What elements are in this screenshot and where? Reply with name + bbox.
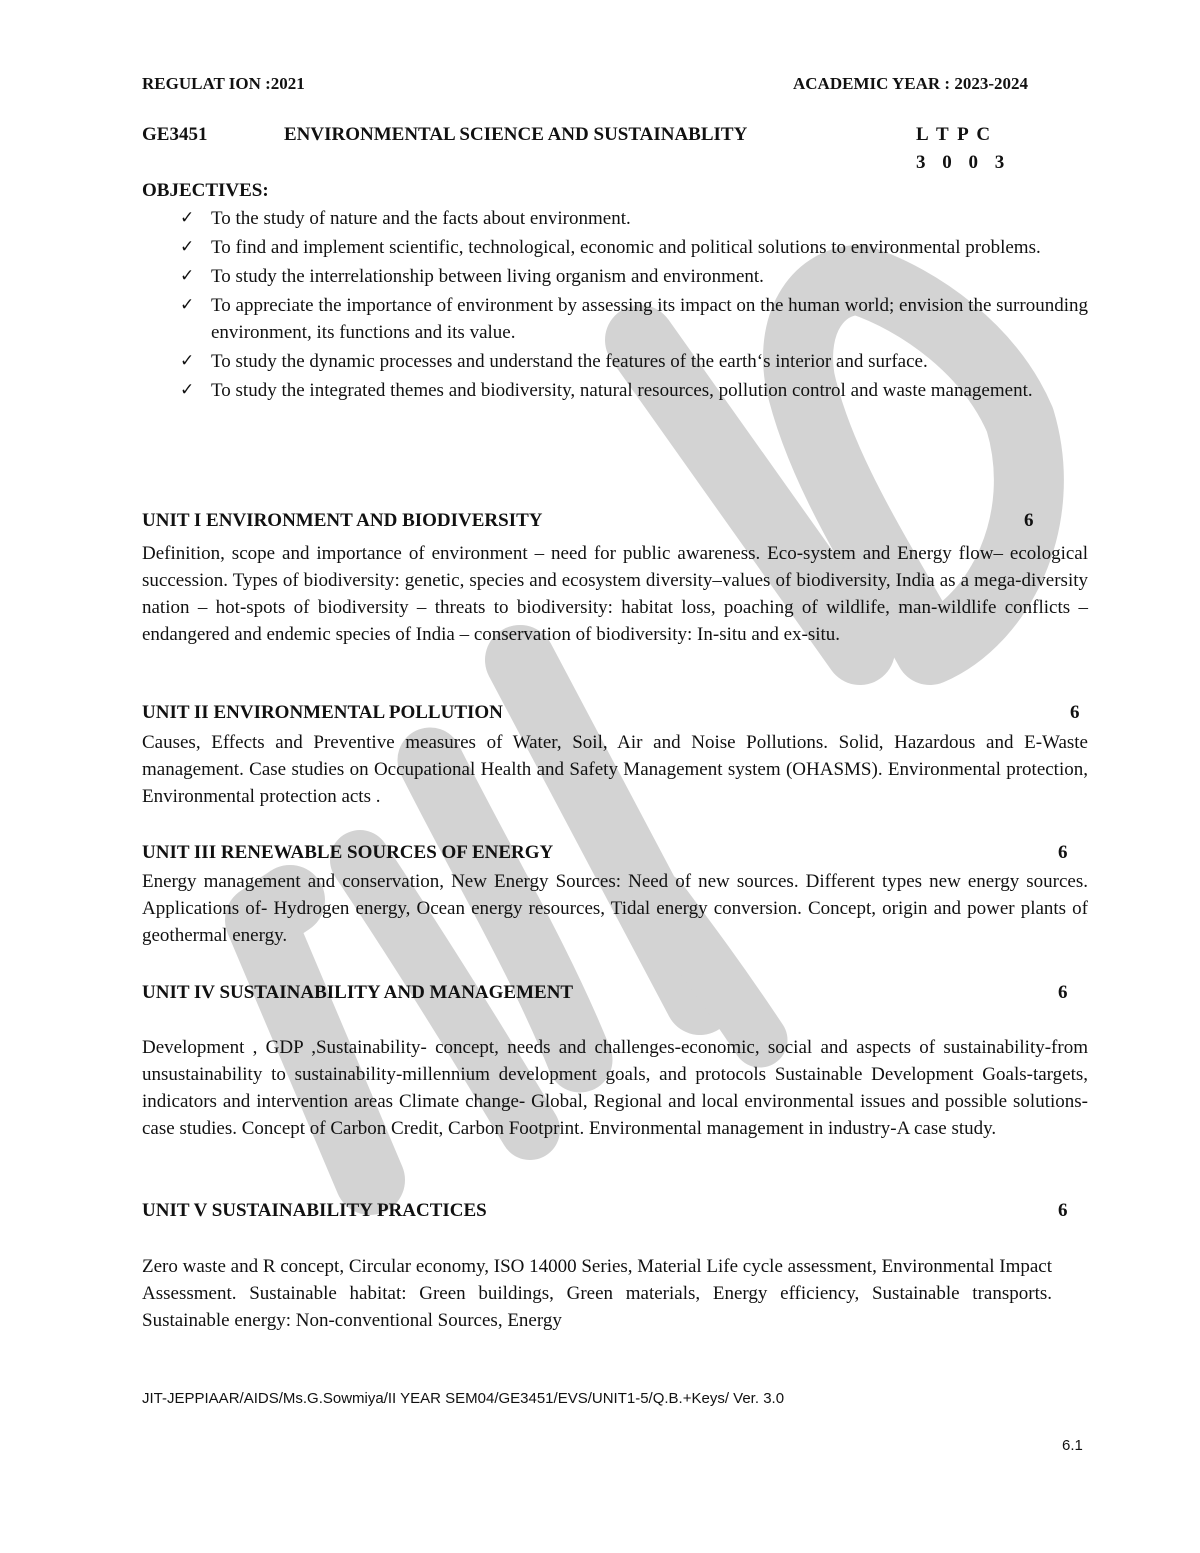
unit-5-heading xyxy=(142,1200,1088,1222)
unit-4-heading xyxy=(142,982,1088,1004)
objective-item: ✓ To study the interrelationship between living organism and environment. xyxy=(142,263,1088,290)
objectives-title: OBJECTIVES: xyxy=(142,180,269,201)
checkmark-icon: ✓ xyxy=(180,266,195,286)
unit-title: UNIT III RENEWABLE SOURCES OF ENERGY xyxy=(142,842,554,863)
academic-year-label: ACADEMIC YEAR : 2023-2024 xyxy=(793,74,1028,93)
unit-1-heading xyxy=(142,510,1088,532)
unit-hours: 6 xyxy=(1070,702,1080,723)
unit-title: UNIT I ENVIRONMENT AND BIODIVERSITY xyxy=(142,510,543,531)
unit-3-heading xyxy=(142,842,1088,864)
page-number: 6.1 xyxy=(1062,1437,1083,1454)
unit-4-body: Development , GDP ,Sustainability- concept, needs and challenges-economic, social and aspects of sustainability-from unsustainability to sustainability-millennium development goals, and protocols Sustainable Development Goals-targets, indicators and intervention areas Climate change- Global, Regional and local environmental issues and possible solutions-case studies. Concept of Carbon Credit, Carbon Footprint. Environmental management in industry-A case study. xyxy=(142,1037,1088,1139)
objective-item: ✓ To appreciate the importance of environment by assessing its impact on the human world; envision the surrounding environment, its functions and its value. xyxy=(142,292,1088,346)
unit-hours: 6 xyxy=(1058,1200,1068,1221)
objective-item: ✓ To find and implement scientific, technological, economic and political solutions to environmental problems. xyxy=(142,234,1088,261)
unit-hours: 6 xyxy=(1058,842,1068,863)
course-title: ENVIRONMENTAL SCIENCE AND SUSTAINABLITY xyxy=(284,124,748,145)
course-code: GE3451 xyxy=(142,124,208,145)
unit-2-body: Causes, Effects and Preventive measures of Water, Soil, Air and Noise Pollutions. Solid, Hazardous and E-Waste management. Case studies on Occupational Health and Safety Management system (OHASMS). Environmental protection, Environmental protection acts . xyxy=(142,732,1088,807)
checkmark-icon: ✓ xyxy=(180,295,195,315)
objective-item: ✓ To the study of nature and the facts about environment. xyxy=(142,205,1088,232)
unit-2-heading xyxy=(142,702,1088,724)
objective-item: ✓ To study the dynamic processes and understand the features of the earth‘s interior and surface. xyxy=(142,348,1088,375)
unit-title: UNIT IV SUSTAINABILITY AND MANAGEMENT xyxy=(142,982,574,1003)
objectives-list xyxy=(142,205,1088,406)
unit-title: UNIT II ENVIRONMENTAL POLLUTION xyxy=(142,702,503,723)
checkmark-icon: ✓ xyxy=(180,208,195,228)
checkmark-icon: ✓ xyxy=(180,380,195,400)
objective-item: ✓ To study the integrated themes and biodiversity, natural resources, pollution control and waste management. xyxy=(142,377,1088,404)
unit-hours: 6 xyxy=(1024,510,1034,531)
unit-hours: 6 xyxy=(1058,982,1068,1003)
checkmark-icon: ✓ xyxy=(180,237,195,257)
ltpc-label: L T P C xyxy=(916,124,993,145)
footer-document-path: JIT-JEPPIAAR/AIDS/Ms.G.Sowmiya/II YEAR SEM04/GE3451/EVS/UNIT1-5/Q.B.+Keys/ Ver. 3.0 xyxy=(142,1390,785,1407)
unit-5-body: Zero waste and R concept, Circular economy, ISO 14000 Series, Material Life cycle assessment, Environmental Impact Assessment. Sustainable habitat: Green buildings, Green materials, Energy efficiency, Sustainable transports. Sustainable energy: Non-conventional Sources, Energy xyxy=(142,1256,1052,1331)
regulation-label: REGULAT ION :2021 xyxy=(142,74,305,93)
checkmark-icon: ✓ xyxy=(180,351,195,371)
ltpc-values: 3 0 0 3 xyxy=(916,152,1011,173)
unit-1-body: Definition, scope and importance of environment – need for public awareness. Eco-system and Energy flow– ecological succession. Types of biodiversity: genetic, species and ecosystem diversity–values of biodiversity, India as a mega-diversity nation – hot-spots of biodiversity – threats to biodiversity: habitat loss, poaching of wildlife, man-wildlife conflicts – endangered and endemic species of India – conservation of biodiversity: In-situ and ex-situ. xyxy=(142,543,1088,645)
unit-title: UNIT V SUSTAINABILITY PRACTICES xyxy=(142,1200,487,1221)
unit-3-body: Energy management and conservation, New Energy Sources: Need of new sources. Different types new energy sources. Applications of- Hydrogen energy, Ocean energy resources, Tidal energy conversion. Concept, origin and power plants of geothermal energy. xyxy=(142,871,1088,946)
